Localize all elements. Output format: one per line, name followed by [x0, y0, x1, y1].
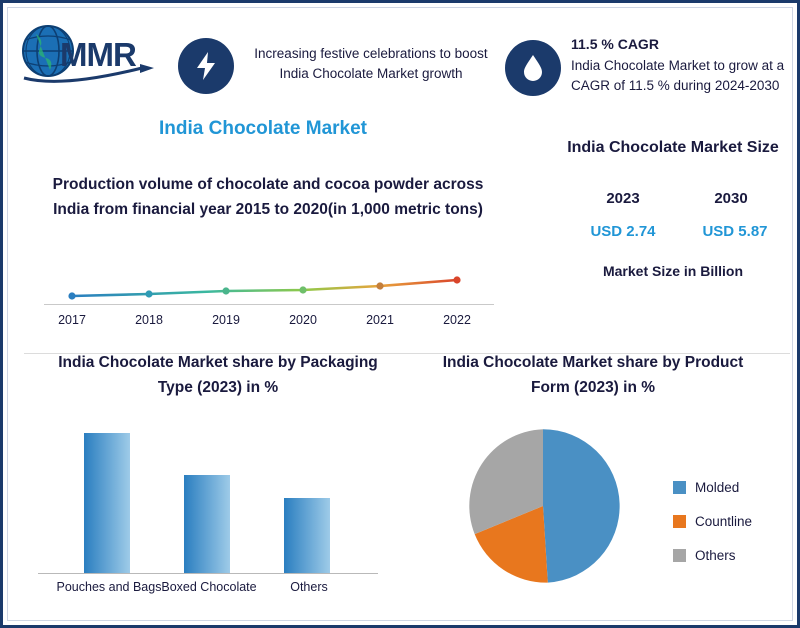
legend-label-others: Others: [695, 548, 736, 563]
line-x-tick: 2019: [212, 313, 240, 327]
legend-label-countline: Countline: [695, 514, 753, 529]
line-x-tick: 2021: [366, 313, 394, 327]
legend-label-molded: Molded: [695, 480, 740, 495]
legend-item-molded: [673, 480, 793, 495]
legend-item-others: [673, 548, 793, 563]
festive-text: Increasing festive celebrations to boost India Chocolate Market growth: [254, 46, 488, 81]
water-drop-glyph: [521, 53, 545, 83]
legend-swatch-others: [673, 549, 686, 562]
bar-pouches-and-bags: [84, 433, 130, 573]
market-size-value-2030: USD 5.87: [702, 223, 768, 240]
line-chart-title: Production volume of chocolate and cocoa powder across India from financial year 2015 to 2020(in 1,000 metric tons): [52, 176, 484, 218]
market-size-title: India Chocolate Market Size: [567, 139, 779, 156]
line-chart: [44, 256, 494, 308]
bar-chart-title: India Chocolate Market share by Packaging Type (2023) in %: [58, 354, 378, 396]
legend-swatch-molded: [673, 481, 686, 494]
line-chart-axis: [44, 304, 494, 305]
line-chart-x-labels: [44, 313, 494, 333]
lightning-bolt-icon: [178, 38, 234, 94]
page-title: India Chocolate Market: [159, 118, 367, 139]
pie-slice-molded: [543, 429, 620, 582]
inner-border: [7, 7, 793, 621]
bar-others: [284, 498, 330, 573]
cagr-title: 11.5 % CAGR: [571, 36, 659, 52]
pie-chart-title: India Chocolate Market share by Product Form (2023) in %: [442, 354, 744, 396]
line-x-tick: 2018: [135, 313, 163, 327]
market-size-year-2030: 2030: [714, 190, 748, 207]
market-size-unit: Market Size in Billion: [602, 263, 744, 279]
bar-x-tick: Pouches and Bags: [56, 580, 162, 594]
brand-name: MMR: [60, 36, 136, 73]
pie-chart: [463, 426, 623, 586]
line-x-tick: 2020: [289, 313, 317, 327]
line-x-tick: 2017: [58, 313, 86, 327]
pie-chart-legend: [673, 480, 793, 582]
cagr-text: India Chocolate Market to grow at a CAGR of 11.5 % during 2024-2030: [571, 58, 785, 93]
bar-chart-axis: [38, 573, 378, 574]
legend-swatch-countline: [673, 515, 686, 528]
legend-item-countline: [673, 514, 793, 529]
bar-chart: [44, 408, 394, 573]
market-size-value-2023: USD 2.74: [590, 223, 656, 240]
bar-x-tick: Boxed Chocolate: [161, 580, 257, 594]
water-drop-icon: [505, 40, 561, 96]
brand-logo: [20, 22, 180, 82]
lightning-bolt-glyph: [193, 51, 219, 81]
line-x-tick: 2022: [443, 313, 471, 327]
bar-chart-x-labels: [28, 580, 398, 600]
market-size-year-2023: 2023: [606, 190, 640, 207]
bar-boxed-chocolate: [184, 475, 230, 573]
bar-x-tick: Others: [290, 580, 328, 594]
